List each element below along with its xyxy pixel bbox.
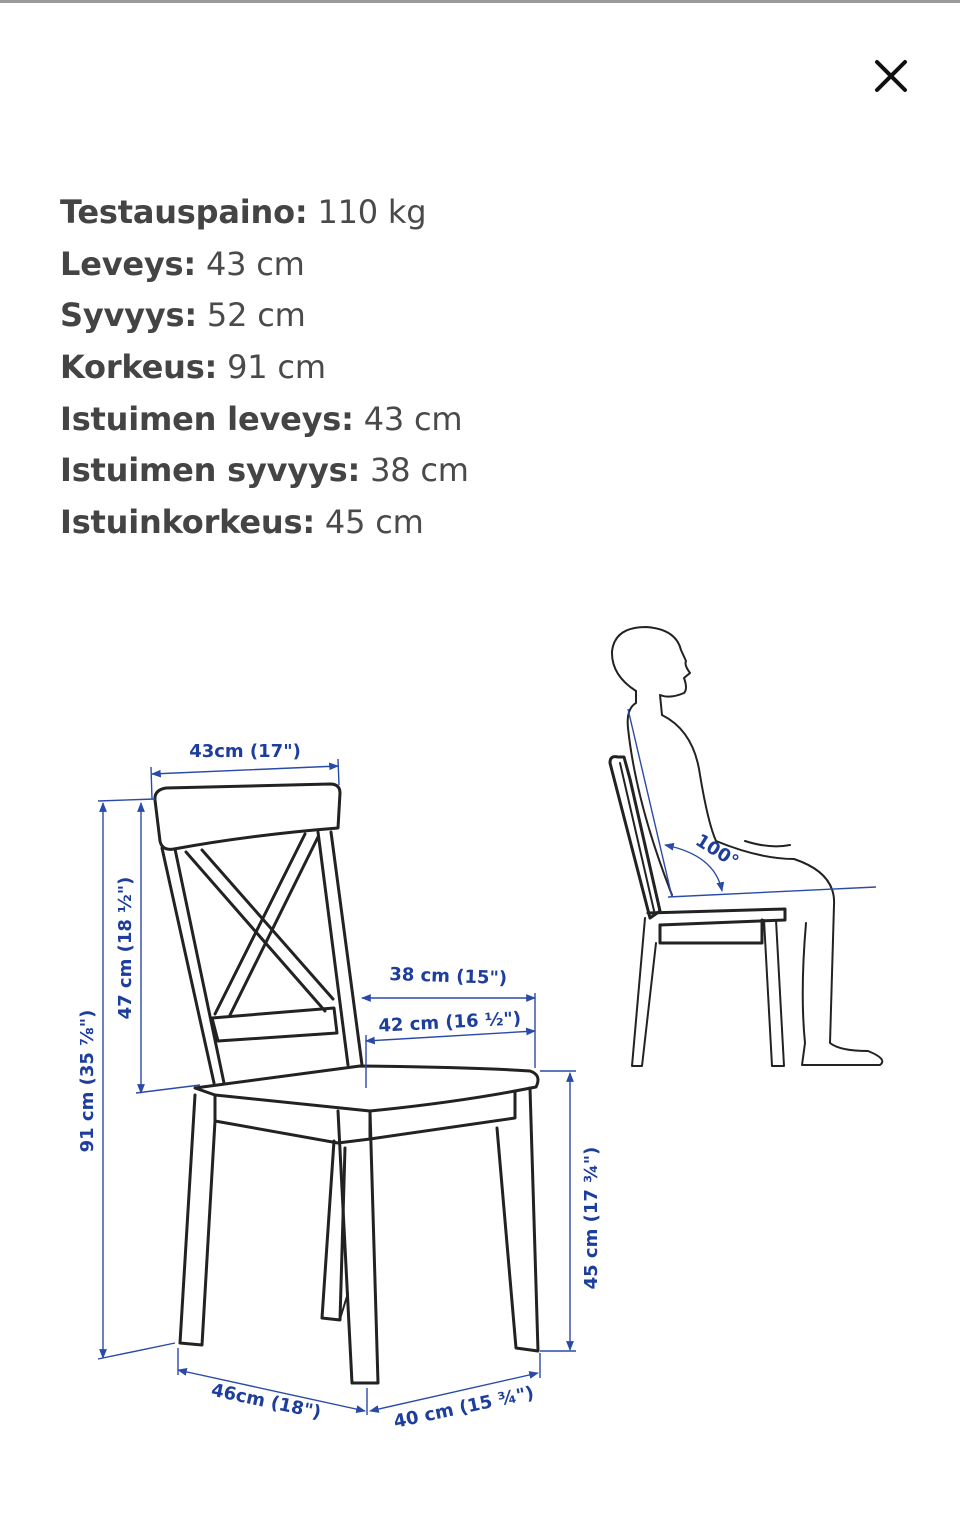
label-total-height: 91 cm (35 ⅞") bbox=[77, 1009, 98, 1153]
label-base-depth: 40 cm (15 ¾") bbox=[391, 1382, 536, 1433]
chair-drawing bbox=[155, 784, 538, 1383]
label-seat-depth: 38 cm (15") bbox=[388, 963, 508, 990]
spec-seat-width: Istuimen leveys: 43 cm bbox=[60, 399, 463, 438]
label-seat-height: 45 cm (17 ¾") bbox=[581, 1146, 602, 1290]
seated-figure-drawing bbox=[610, 627, 882, 1066]
close-icon bbox=[874, 59, 908, 93]
dimension-lines bbox=[98, 759, 576, 1415]
spec-list bbox=[60, 187, 469, 549]
label-recline-angle: 100° bbox=[691, 830, 743, 873]
close-button[interactable] bbox=[866, 51, 916, 101]
label-back-height: 47 cm (18 ½") bbox=[115, 876, 136, 1020]
chair-dimension-illustration bbox=[0, 603, 960, 1463]
label-width-top: 43cm (17") bbox=[189, 741, 301, 762]
label-base-width: 46cm (18") bbox=[209, 1379, 323, 1424]
spec-depth: Syvyys: 52 cm bbox=[60, 296, 306, 335]
spec-width: Leveys: 43 cm bbox=[60, 244, 305, 283]
label-seat-depth-alt: 42 cm (16 ½") bbox=[377, 1008, 522, 1037]
dimensions-sheet bbox=[0, 3, 960, 1518]
spec-height: Korkeus: 91 cm bbox=[60, 348, 326, 387]
spec-seat-depth: Istuimen syvyys: 38 cm bbox=[60, 451, 469, 490]
spec-seat-height: Istuinkorkeus: 45 cm bbox=[60, 503, 424, 542]
spec-testing-weight: Testauspaino: 110 kg bbox=[60, 193, 427, 231]
